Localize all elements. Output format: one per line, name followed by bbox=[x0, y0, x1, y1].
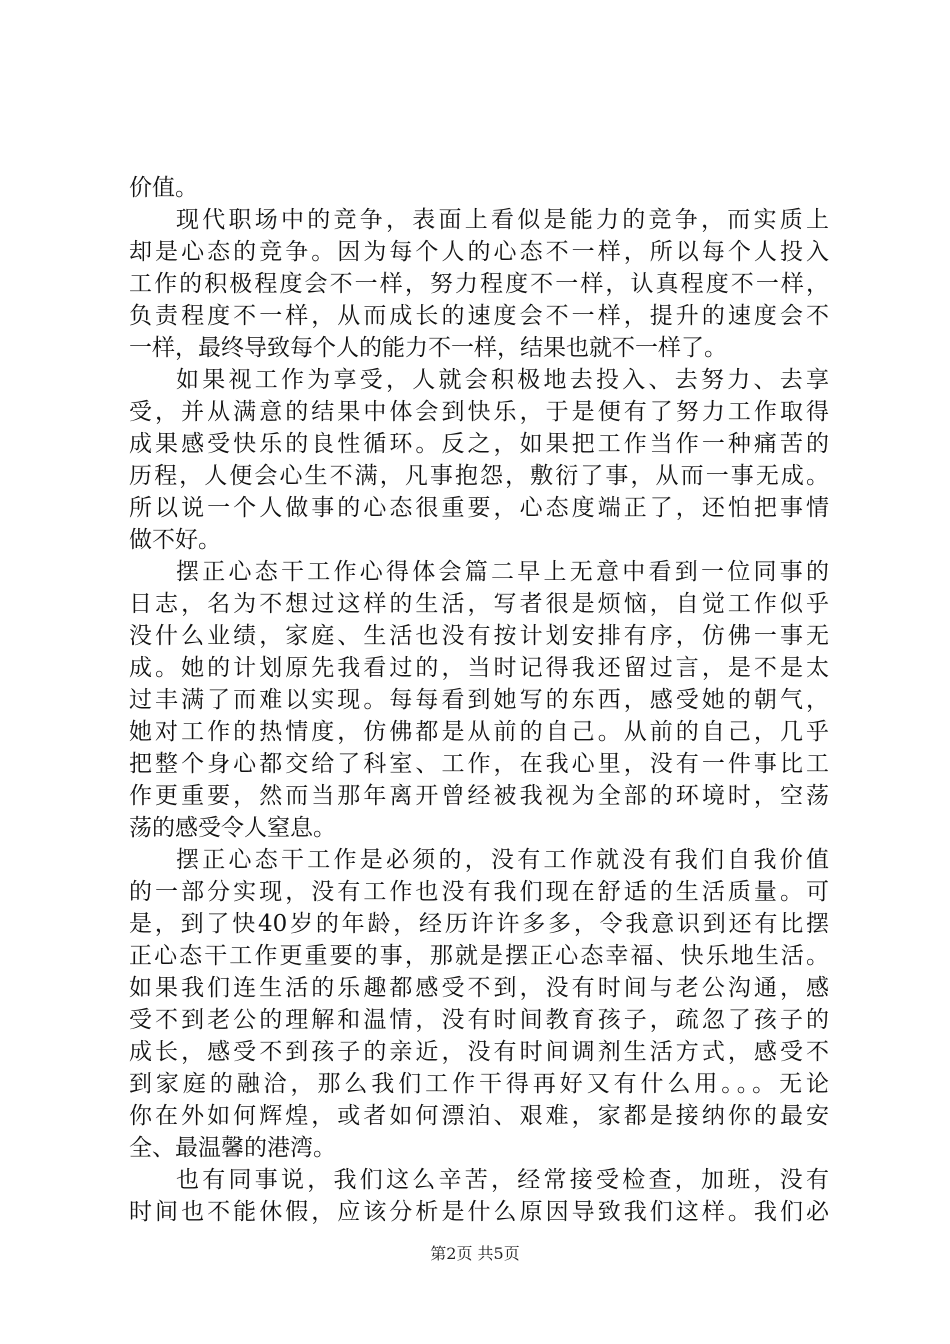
document-body bbox=[129, 172, 829, 1228]
text-line: 时间也不能休假，应该分析是什么原因导致我们这样。我们必 bbox=[129, 1199, 829, 1225]
text-line: 全、最温馨的港湾。 bbox=[129, 1135, 336, 1161]
text-line: 工作的积极程度会不一样，努力程度不一样，认真程度不一样， bbox=[129, 271, 829, 297]
text-line: 历程，人便会心生不满，凡事抱怨，敷衍了事，从而一事无成。 bbox=[129, 463, 829, 489]
text-line: 受，并从满意的结果中体会到快乐，于是便有了努力工作取得 bbox=[129, 399, 829, 425]
text-line: 正心态干工作更重要的事，那就是摆正心态幸福、快乐地生活。 bbox=[129, 943, 829, 969]
paragraph-start-line: 摆正心态干工作是必须的，没有工作就没有我们自我价值 bbox=[176, 847, 829, 873]
paragraph-start-line: 摆正心态干工作心得体会篇二早上无意中看到一位同事的 bbox=[176, 559, 829, 585]
text-line: 成果感受快乐的良性循环。反之，如果把工作当作一种痛苦的 bbox=[129, 431, 829, 457]
text-line: 荡的感受令人窒息。 bbox=[129, 815, 336, 841]
text-line: 却是心态的竞争。因为每个人的心态不一样，所以每个人投入 bbox=[129, 239, 829, 265]
text-line: 负责程度不一样，从而成长的速度会不一样，提升的速度会不 bbox=[129, 303, 829, 329]
text-line: 如果我们连生活的乐趣都感受不到，没有时间与老公沟通，感 bbox=[129, 975, 829, 1001]
text-line: 成。她的计划原先我看过的，当时记得我还留过言，是不是太 bbox=[129, 655, 829, 681]
text-line: 一样，最终导致每个人的能力不一样，结果也就不一样了。 bbox=[129, 335, 727, 361]
text-line: 是，到了快40岁的年龄，经历许许多多，令我意识到还有比摆 bbox=[129, 911, 829, 937]
text-line: 过丰满了而难以实现。每每看到她写的东西，感受她的朝气， bbox=[129, 687, 829, 713]
text-line: 到家庭的融洽，那么我们工作干得再好又有什么用。。。无论 bbox=[129, 1071, 829, 1097]
text-line: 所以说一个人做事的心态很重要，心态度端正了，还怕把事情 bbox=[129, 495, 829, 521]
paragraph-start-line: 现代职场中的竞争，表面上看似是能力的竞争，而实质上 bbox=[176, 207, 829, 233]
text-line: 没什么业绩，家庭、生活也没有按计划安排有序，仿佛一事无 bbox=[129, 623, 829, 649]
text-line: 的一部分实现，没有工作也没有我们现在舒适的生活质量。可 bbox=[129, 879, 829, 905]
text-line: 成长，感受不到孩子的亲近，没有时间调剂生活方式，感受不 bbox=[129, 1039, 829, 1065]
text-line: 把整个身心都交给了科室、工作，在我心里，没有一件事比工 bbox=[129, 751, 829, 777]
text-line: 日志，名为不想过这样的生活，写者很是烦恼，自觉工作似乎 bbox=[129, 591, 829, 617]
paragraph-start-line: 如果视工作为享受，人就会积极地去投入、去努力、去享 bbox=[176, 367, 829, 393]
paragraph-start-line: 也有同事说，我们这么辛苦，经常接受检查，加班，没有 bbox=[176, 1167, 829, 1193]
page-number-footer: 第2页 共5页 bbox=[430, 1244, 520, 1263]
text-line: 受不到老公的理解和温情，没有时间教育孩子，疏忽了孩子的 bbox=[129, 1007, 829, 1033]
text-line: 做不好。 bbox=[129, 527, 221, 553]
text-line: 价值。 bbox=[129, 175, 198, 201]
text-line: 作更重要，然而当那年离开曾经被我视为全部的环境时，空荡 bbox=[129, 783, 829, 809]
text-line: 她对工作的热情度，仿佛都是从前的自己。从前的自己，几乎 bbox=[129, 719, 829, 745]
text-line: 你在外如何辉煌，或者如何漂泊、艰难，家都是接纳你的最安 bbox=[129, 1103, 829, 1129]
